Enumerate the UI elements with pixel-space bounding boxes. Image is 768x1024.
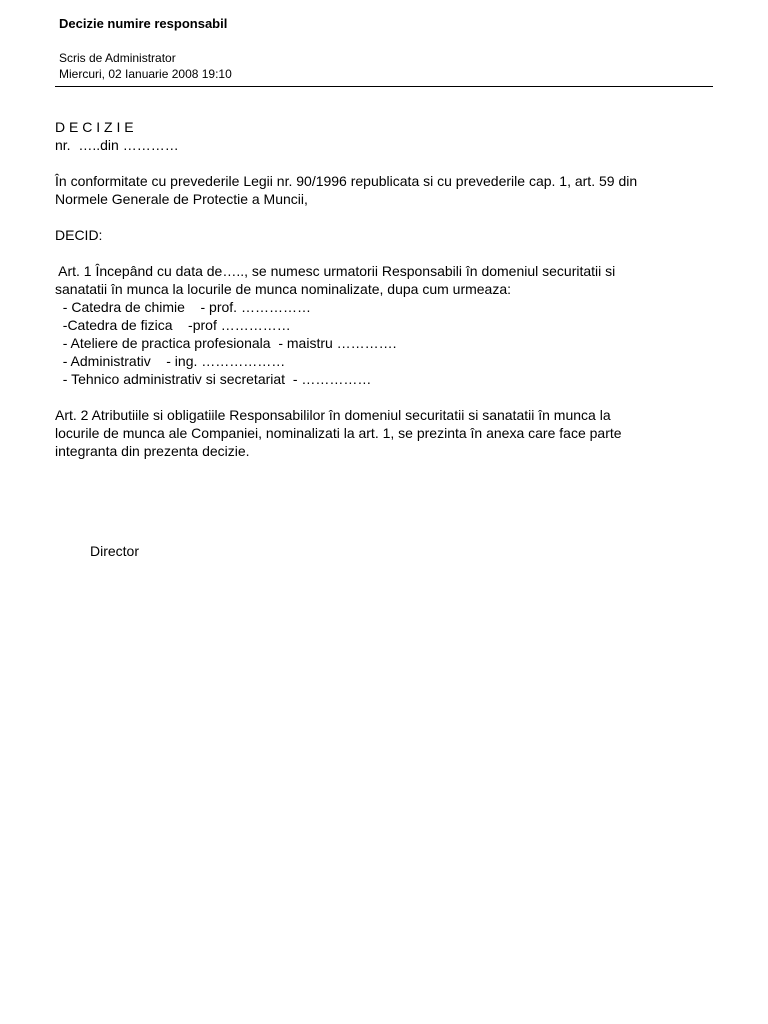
spacer [55,388,715,406]
signature-director: Director [90,543,140,559]
author-line: Scris de Administrator [59,51,176,65]
page-title: Decizie numire responsabil [59,16,228,31]
spacer [55,208,715,226]
art1-line: Art. 1 Începând cu data de….., se numesc urmatorii Responsabili în domeniul securitatii si [55,263,616,279]
preamble-line: În conformitate cu prevederile Legii nr. 90/1996 republicata si cu prevederile cap. 1, art. 59 din [55,173,638,189]
list-item: -Catedra de fizica -prof …………… [55,317,291,333]
decid-label: DECID: [55,227,103,243]
spacer [55,154,715,172]
art2-line: integranta din prezenta decizie. [55,443,250,459]
art1-line: sanatatii în munca la locurile de munca nominalizate, dupa cum urmeaza: [55,281,512,297]
article-meta [59,50,232,82]
list-item: - Tehnico administrativ si secretariat - …………… [55,371,372,387]
decision-heading: D E C I Z I E [55,119,134,135]
divider [55,86,713,87]
list-item: - Ateliere de practica profesionala - maistru …………. [55,335,397,351]
preamble-line: Normele Generale de Protectie a Muncii, [55,191,308,207]
decision-number: nr. …..din ………… [55,137,179,153]
art2-line: locurile de munca ale Companiei, nominalizati la art. 1, se prezinta în anexa care face parte [55,425,622,441]
art2-line: Art. 2 Atributiile si obligatiile Responsabililor în domeniul securitatii si sanatatii în munca la [55,407,611,423]
date-line: Miercuri, 02 Ianuarie 2008 19:10 [59,67,232,81]
document-body [55,118,715,460]
list-item: - Administrativ - ing. ……………… [55,353,286,369]
spacer [55,244,715,262]
list-item: - Catedra de chimie - prof. …………… [55,299,311,315]
